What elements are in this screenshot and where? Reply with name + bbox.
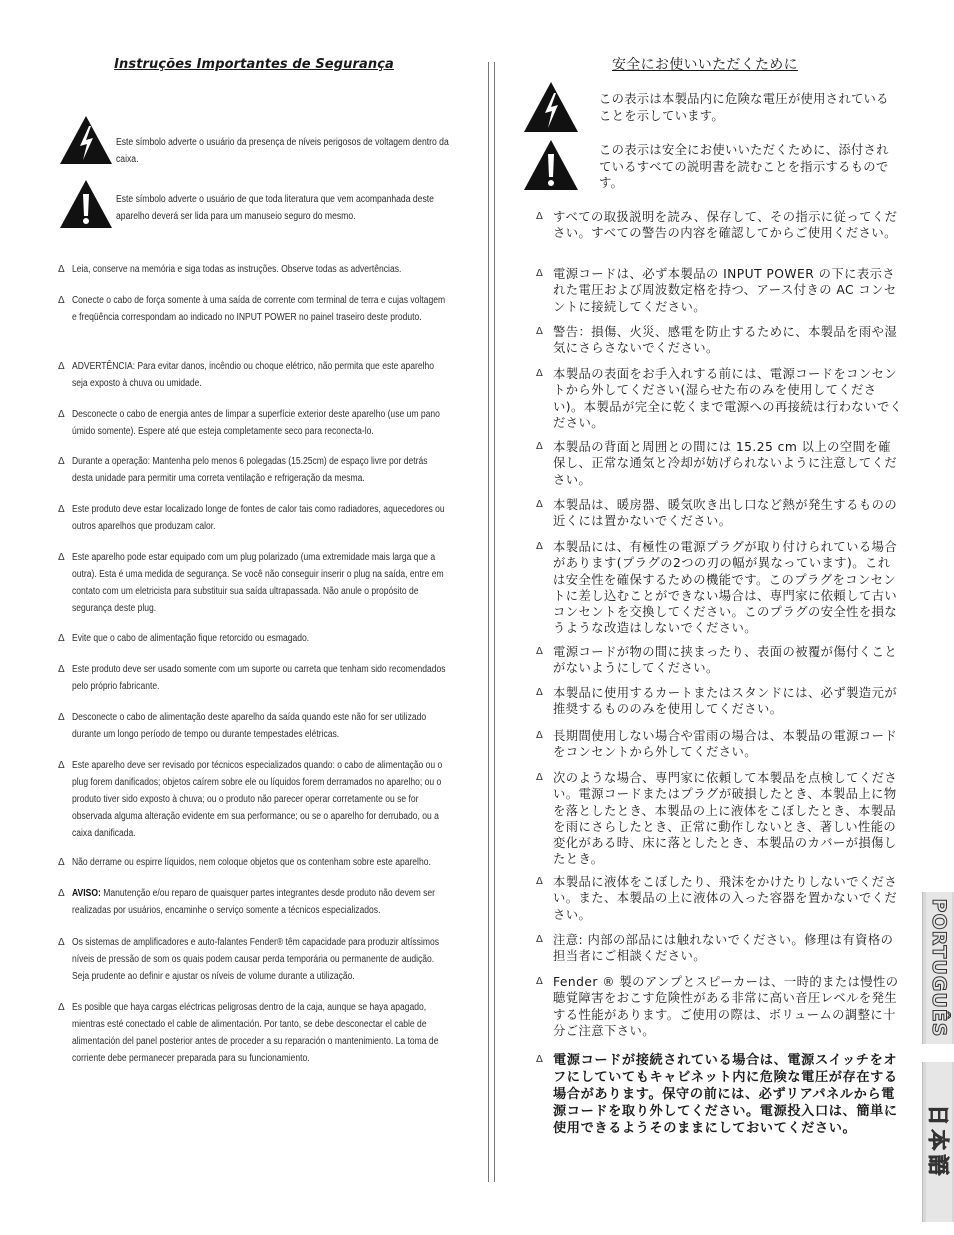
- list-item-text: Não derrame ou espirre líquidos, nem coloque objetos que os contenham sobre este aparelho.: [72, 857, 431, 868]
- list-item: [536, 728, 912, 761]
- jp-exclamation-symbol-row: [522, 138, 580, 192]
- list-item-text: 本製品は、暖房器、暖気吹き出し口など熱が発生するものの近くには置かないでください。: [553, 498, 898, 529]
- bullet-delta: Δ: [58, 888, 65, 899]
- list-item: [536, 644, 912, 677]
- portuguese-column: [58, 52, 450, 1064]
- exclamation-warning-icon: [522, 138, 580, 192]
- jp-exclamation-symbol-text: この表示は安全にお使いいただくために、添付されているすべての説明書を読むことを指示するものです。: [599, 143, 889, 190]
- bullet-delta: Δ: [58, 504, 65, 515]
- bullet-delta: Δ: [536, 441, 543, 452]
- pt-exclamation-symbol-text: Este símbolo adverte o usuário de que toda literatura que vem acompanhada deste aparelho deverá ser lida para um manuseio seguro do mesmo.: [116, 194, 434, 222]
- list-item-text: Os sistemas de amplificadores e auto-falantes Fender® têm capacidade para produzir altíssimos níveis de pressão de som os quais podem causar perda temporária ou permanente de audição. Seja prudente ao definir e ajustar os níveis de volume durante a utilização.: [72, 937, 440, 982]
- list-item-text: 次のような場合、専門家に依頼して本製品を点検してください。電源コードまたはプラグが破損したとき、本製品上に物を落としたとき、本製品の上に液体をこぼしたとき、本製品を雨にさらしたとき、正常に動作しないとき、著しい性能の変化がある時、床に落としたとき、本製品のカバーが損傷したとき。: [553, 771, 898, 867]
- list-item-text: Fender ® 製のアンプとスピーカーは、一時的または慢性の聴覚障害をおこす危険性がある非常に高い音圧レベルを発生する性能があります。ご使用の際は、ボリュームの調整に十分ご注意下さい。: [553, 975, 899, 1038]
- list-item: [58, 630, 450, 647]
- list-item: [58, 854, 450, 871]
- list-item-text: Evite que o cabo de alimentação fique retorcido ou esmagado.: [72, 633, 310, 644]
- bullet-delta: Δ: [536, 268, 543, 279]
- bullet-delta: Δ: [536, 326, 543, 337]
- list-item-text: すべての取扱説明を読み、保存して、その指示に従ってください。すべての警告の内容を確認してからご使用ください。: [553, 210, 898, 241]
- bullet-delta: Δ: [58, 937, 65, 948]
- bullet-delta: Δ: [536, 499, 543, 510]
- pt-section-title: Instruções Importantes de Segurança: [114, 57, 394, 72]
- bullet-delta: Δ: [58, 409, 65, 420]
- bullet-delta: Δ: [58, 552, 65, 563]
- list-item-text: Desconecte o cabo de alimentação deste aparelho da saída quando este não for ser utilizado durante um longo período de tempo ou durante tempestades elétricas.: [72, 712, 427, 740]
- bullet-delta: Δ: [58, 456, 65, 467]
- aviso-text: Manutenção e/ou reparo de quaisquer partes integrantes desde produto não devem ser realizadas por usuários, encaminhe o serviço somente a técnicos especializados.: [72, 888, 435, 916]
- list-item-text: 本製品の表面をお手入れする前には、電源コードをコンセントから外してください(湿らせた布のみを使用してください)。本製品が完全に乾くまで電源への再接続は行わないでください。: [553, 367, 903, 430]
- list-item: [536, 497, 912, 530]
- bullet-delta: Δ: [536, 1054, 543, 1065]
- bullet-delta: Δ: [536, 211, 543, 222]
- bullet-delta: Δ: [58, 664, 65, 675]
- exclamation-warning-icon: [58, 178, 114, 230]
- lightning-warning-icon: [58, 114, 114, 166]
- list-item: [536, 366, 912, 431]
- jp-section-title: 安全にお使いいただくために: [612, 57, 798, 73]
- list-item-text: Este produto deve estar localizado longe de fontes de calor tais como radiadores, aquecedores ou outros aparelhos que produzam calor.: [72, 504, 445, 532]
- tab-portugues[interactable]: [922, 892, 954, 1044]
- list-item: [58, 709, 450, 743]
- list-item: [536, 539, 912, 637]
- list-item-text: 長期間使用しない場合や雷雨の場合は、本製品の電源コードをコンセントから外してください。: [553, 729, 898, 760]
- bullet-delta: Δ: [58, 1002, 65, 1013]
- list-item-text: Este produto deve ser usado somente com um suporte ou carreta que tenham sido recomendados pelo próprio fabricante.: [72, 664, 446, 692]
- list-item-text: 注意: 内部の部品には触れないでください。修理は有資格の担当者にご相談ください。: [553, 933, 894, 964]
- tab-japanese[interactable]: [922, 1062, 954, 1222]
- list-item: [58, 501, 450, 535]
- list-item-text: ADVERTÊNCIA: Para evitar danos, incêndio ou choque elétrico, não permita que este aparelho seja exposto à chuva ou umidade.: [72, 361, 435, 389]
- bullet-delta: Δ: [58, 361, 65, 372]
- list-item-text: 電源コードが接続されている場合は、電源スイッチをオフにしていてもキャビネット内に危険な電圧が存在する場合があります。保守の前には、必ずリアパネルから電源コードを取り外してください。電源投入口は、簡単に使用できるようそのままにしておいてください。: [553, 1053, 898, 1136]
- pt-lightning-symbol-row: [58, 114, 516, 168]
- list-item: [58, 261, 450, 278]
- lightning-warning-icon: [522, 80, 580, 134]
- pt-exclamation-symbol-row: [58, 178, 516, 230]
- bullet-delta: Δ: [536, 646, 543, 657]
- list-item-text: [72, 885, 448, 919]
- column-divider: [488, 62, 495, 1182]
- list-item: [58, 757, 450, 842]
- bullet-delta: Δ: [58, 295, 65, 306]
- bullet-delta: Δ: [536, 730, 543, 741]
- tab-portugues-label: PORTUGUÊS: [928, 898, 950, 1038]
- list-item: [58, 885, 450, 919]
- list-item-text: Desconecte o cabo de energia antes de limpar a superfície exterior deste aparelho (use um pano úmido somente). Espere até que esteja completamente seco para reconecta-lo.: [72, 409, 440, 437]
- list-item-text: 本製品に使用するカートまたはスタンドには、必ず製造元が推奨するもののみを使用してください。: [553, 686, 898, 717]
- list-item-text: Durante a operação: Mantenha pelo menos 6 polegadas (15.25cm) de espaço livre por detrás desta unidade para permitir uma correta ventilação e refrigeração da mesma.: [72, 456, 428, 484]
- list-item-text: 本製品には、有極性の電源プラグが取り付けられている場合があります(プラグの2つの刃の幅が異なっています)。これは安全性を確保するための機能です。このプラグをコンセントに差し込むことができない場合は、専門家に依頼して古いコンセントを交換してください。このプラグの安全性を損なうような改造はしないでください。: [553, 540, 898, 636]
- list-item: [58, 999, 450, 1067]
- bullet-delta: Δ: [536, 772, 543, 783]
- list-item: [58, 292, 450, 326]
- aviso-label: AVISO:: [72, 888, 101, 899]
- list-item: [536, 324, 912, 357]
- bullet-delta: Δ: [536, 934, 543, 945]
- bullet-delta: Δ: [58, 857, 65, 868]
- list-item-text: 電源コードが物の間に挟まったり、表面の被覆が傷付くことがないようにしてください。: [553, 645, 898, 676]
- list-item: [58, 453, 450, 487]
- list-item: [58, 406, 450, 440]
- list-item: [58, 549, 450, 617]
- list-item-text: Es posible que haya cargas eléctricas peligrosas dentro de la caja, aunque se haya apagado, mientras esté conectado el cable de alimentación. Por tanto, se debe desconectar el cable de alimentación del panel posterior antes de proceder a su reparación o mantenimiento. La toma de corriente debe permanecer preparada para su funcionamiento.: [72, 1002, 439, 1064]
- bullet-delta: Δ: [536, 541, 543, 552]
- jp-lightning-symbol-text: この表示は本製品内に危険な電圧が使用されていることを示しています。: [599, 92, 889, 123]
- list-item: [536, 770, 912, 868]
- pt-lightning-symbol-text: Este símbolo adverte o usuário da presença de níveis perigosos de voltagem dentro da caixa.: [116, 137, 449, 165]
- list-item: [58, 358, 450, 392]
- bullet-delta: Δ: [536, 876, 543, 887]
- list-item-text: 電源コードは、必ず本製品の INPUT POWER の下に表示された電圧および周波数定格を持つ、アース付きの AC コンセントに接続してください。: [553, 267, 897, 314]
- list-item-text: 本製品に液体をこぼしたり、飛沫をかけたりしないでください。また、本製品の上に液体の入った容器を置かないでください。: [553, 875, 898, 922]
- list-item: [536, 974, 912, 1039]
- bullet-delta: Δ: [58, 633, 65, 644]
- list-item: [536, 932, 912, 965]
- list-item: [536, 266, 912, 315]
- list-item: [536, 209, 912, 242]
- list-item-text: Este aparelho pode estar equipado com um plug polarizado (uma extremidade mais larga que a outra). Esta é uma medida de segurança. Se você não conseguir inserir o plug na saída, entre em contato com um eletricista para substituir sua saída ultrapassada. Não anule o propósito de segurança deste plug.: [72, 552, 444, 614]
- bullet-delta: Δ: [58, 264, 65, 275]
- list-item: [536, 1052, 912, 1137]
- list-item-text: 本製品の背面と周囲との間には 15.25 cm 以上の空間を確保し、正常な通気と冷却が妨げられないように注意してください。: [553, 440, 898, 487]
- bullet-delta: Δ: [536, 976, 543, 987]
- list-item-text: Leia, conserve na memória e siga todas as instruções. Observe todas as advertências.: [72, 264, 402, 275]
- list-item-text: 警告：損傷、火災、感電を防止するために、本製品を雨や湿気にさらさないでください。: [553, 325, 898, 356]
- list-item: [536, 685, 912, 718]
- bullet-delta: Δ: [536, 687, 543, 698]
- jp-lightning-symbol-row: [522, 80, 580, 134]
- list-item-text: Este aparelho deve ser revisado por técnicos especializados quando: o cabo de alimentação ou o plug forem danificados; objetos caírem sobre ele ou líquidos forem derramados no aparelho; ou o produto tiver sido exposto à chuva; ou o produto não parecer operar corretamente ou se for observada alguma alteração evidente em sua performance; ou se o aparelho for derrubado, ou a caixa danificada.: [72, 760, 443, 839]
- bullet-delta: Δ: [58, 712, 65, 723]
- list-item: [536, 874, 912, 923]
- list-item: [536, 439, 912, 488]
- list-item: [58, 934, 450, 985]
- list-item: [58, 661, 450, 695]
- list-item-text: Conecte o cabo de força somente à uma saída de corrente com terminal de terra e cujas voltagem e freqüência correspondam ao indicado no INPUT POWER no painel traseiro deste produto.: [72, 295, 446, 323]
- bullet-delta: Δ: [536, 368, 543, 379]
- bullet-delta: Δ: [58, 760, 65, 771]
- tab-japanese-label: 日本語: [926, 1104, 950, 1180]
